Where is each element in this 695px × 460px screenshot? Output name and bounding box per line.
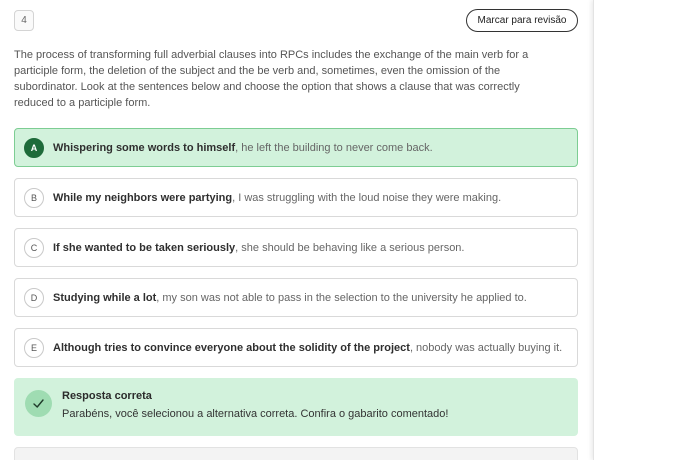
question-prompt: The process of transforming full adverbial clauses into RPCs includes the exchange of the main verb for a participle form, the deletion of the subject and the be verb and, sometimes, even the omission of the subordinator. Look at the sentences below and choose the option that shows a clause that was correctly reduced to a participle form. <box>14 49 529 109</box>
mark-for-review-button[interactable]: Marcar para revisão <box>466 9 578 32</box>
check-icon <box>25 390 52 417</box>
option-letter: B <box>24 188 44 208</box>
feedback-message: Parabéns, você selecionou a alternativa correta. Confira o gabarito comentado! <box>62 408 449 420</box>
option-bold: If she wanted to be taken seriously <box>53 241 236 254</box>
option-rest: , I was struggling with the loud noise they were making. <box>232 191 502 204</box>
option-text <box>53 342 562 354</box>
option-e[interactable] <box>14 328 578 367</box>
option-c[interactable] <box>14 228 578 267</box>
option-b[interactable] <box>14 178 578 217</box>
option-text <box>53 192 501 204</box>
option-letter: A <box>24 138 44 158</box>
option-text <box>53 242 465 254</box>
option-text <box>53 142 433 154</box>
option-letter: C <box>24 238 44 258</box>
feedback-title: Resposta correta <box>62 390 152 402</box>
option-text <box>53 292 527 304</box>
right-gutter <box>593 0 695 460</box>
option-d[interactable] <box>14 278 578 317</box>
option-rest: , nobody was actually buying it. <box>409 341 563 354</box>
next-section-card <box>14 447 578 460</box>
question-number: 4 <box>14 10 34 31</box>
option-rest: , she should be behaving like a serious person. <box>235 241 465 254</box>
option-bold: Studying while a lot <box>53 291 157 304</box>
option-rest: , my son was not able to pass in the selection to the university he applied to. <box>156 291 527 304</box>
option-bold: Although tries to convince everyone about the solidity of the project <box>53 341 410 354</box>
option-a[interactable] <box>14 128 578 167</box>
option-letter: D <box>24 288 44 308</box>
option-bold: While my neighbors were partying <box>53 191 233 204</box>
option-letter: E <box>24 338 44 358</box>
option-bold: Whispering some words to himself <box>53 141 236 154</box>
option-rest: , he left the building to never come back. <box>235 141 433 154</box>
answer-feedback <box>14 378 578 436</box>
